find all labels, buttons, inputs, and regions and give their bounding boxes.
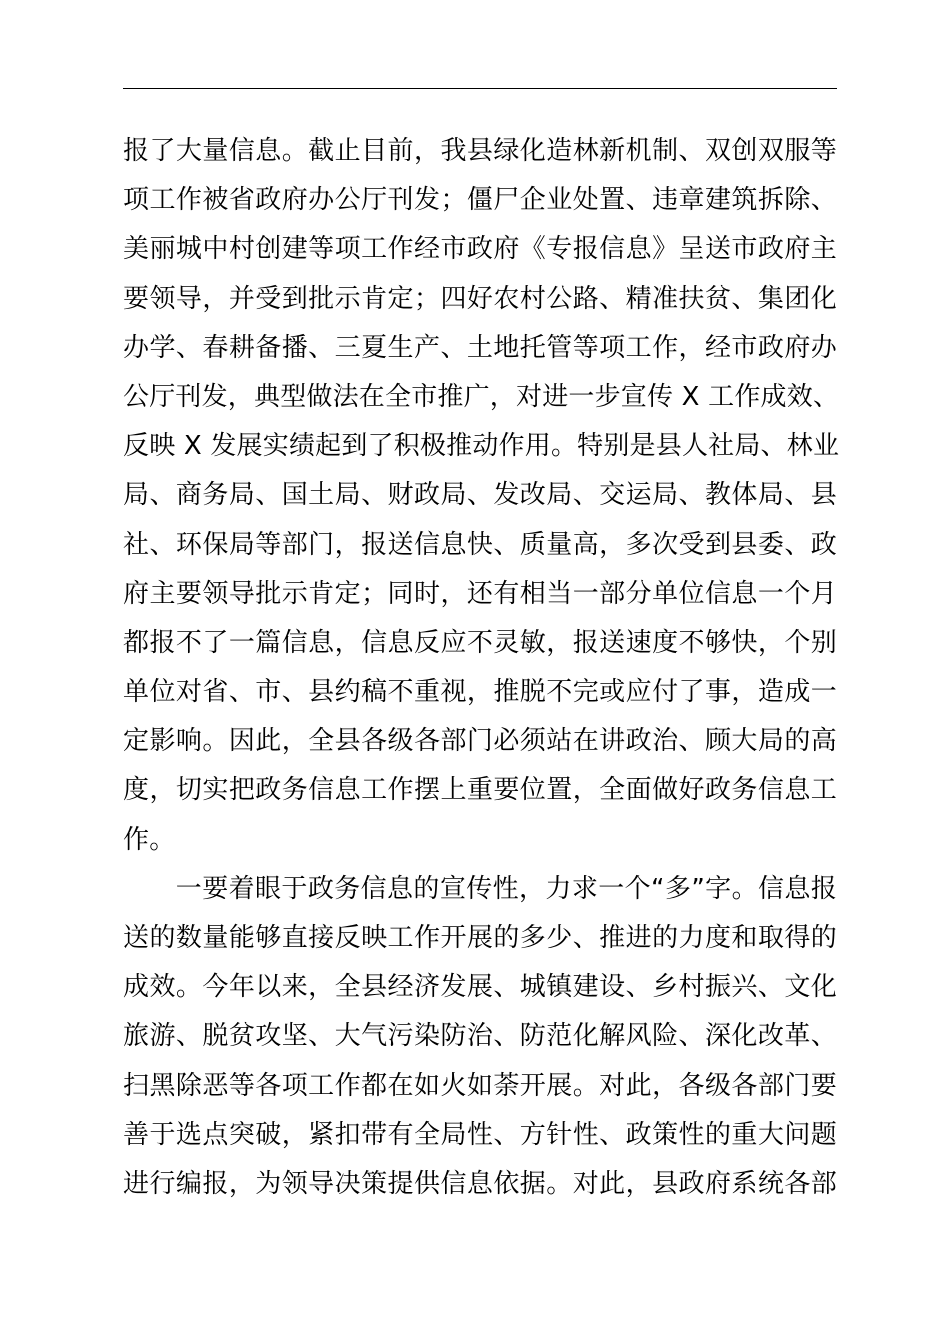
paragraph-end-line: 作。 — [123, 824, 176, 855]
text-line: 成效。今年以来，全县经济发展、城镇建设、乡村振兴、文化 — [123, 972, 837, 1003]
text-line: 单位对省、市、县约稿不重视，推脱不完或应付了事，造成一 — [123, 677, 837, 708]
text-line: 要领导，并受到批示肯定；四好农村公路、精准扶贫、集团化 — [123, 283, 837, 314]
text-line: 项工作被省政府办公厅刊发；僵尸企业处置、违章建筑拆除、 — [123, 185, 837, 216]
text-line: 反映 X 发展实绩起到了积极推动作用。特别是县人社局、林业 — [123, 431, 840, 462]
text-line: 府主要领导批示肯定；同时，还有相当一部分单位信息一个月 — [123, 578, 837, 609]
text-line: 报了大量信息。截止目前，我县绿化造林新机制、双创双服等 — [123, 136, 837, 166]
text-line: 社、环保局等部门，报送信息快、质量高，多次受到县委、政 — [123, 529, 837, 560]
text-line: 度，切实把政务信息工作摆上重要位置，全面做好政务信息工 — [123, 775, 837, 806]
text-line: 送的数量能够直接反映工作开展的多少、推进的力度和取得的 — [123, 923, 837, 953]
text-line: 进行编报，为领导决策提供信息依据。对此，县政府系统各部 — [123, 1168, 837, 1199]
text-line: 扫黑除恶等各项工作都在如火如荼开展。对此，各级各部门要 — [123, 1070, 837, 1101]
text-line: 都报不了一篇信息，信息反应不灵敏，报送速度不够快，个别 — [123, 627, 837, 658]
document-body — [123, 127, 840, 1209]
text-line: 办学、春耕备播、三夏生产、土地托管等项工作，经市政府办 — [123, 332, 837, 363]
text-line: 善于选点突破，紧扣带有全局性、方针性、政策性的重大问题 — [123, 1119, 837, 1150]
text-line: 旅游、脱贫攻坚、大气污染防治、防范化解风险、深化改革、 — [123, 1021, 837, 1052]
paragraph-start-line: 一要着眼于政务信息的宣传性，力求一个“多”字。信息报 — [123, 873, 837, 904]
text-line: 局、商务局、国土局、财政局、发改局、交运局、教体局、县 — [123, 480, 837, 511]
text-line: 公厅刊发，典型做法在全市推广，对进一步宣传 X 工作成效、 — [123, 381, 840, 412]
text-line: 定影响。因此，全县各级各部门必须站在讲政治、顾大局的高 — [123, 726, 837, 757]
header-divider — [123, 88, 837, 89]
text-line: 美丽城中村创建等项工作经市政府《专报信息》呈送市政府主 — [123, 234, 837, 265]
